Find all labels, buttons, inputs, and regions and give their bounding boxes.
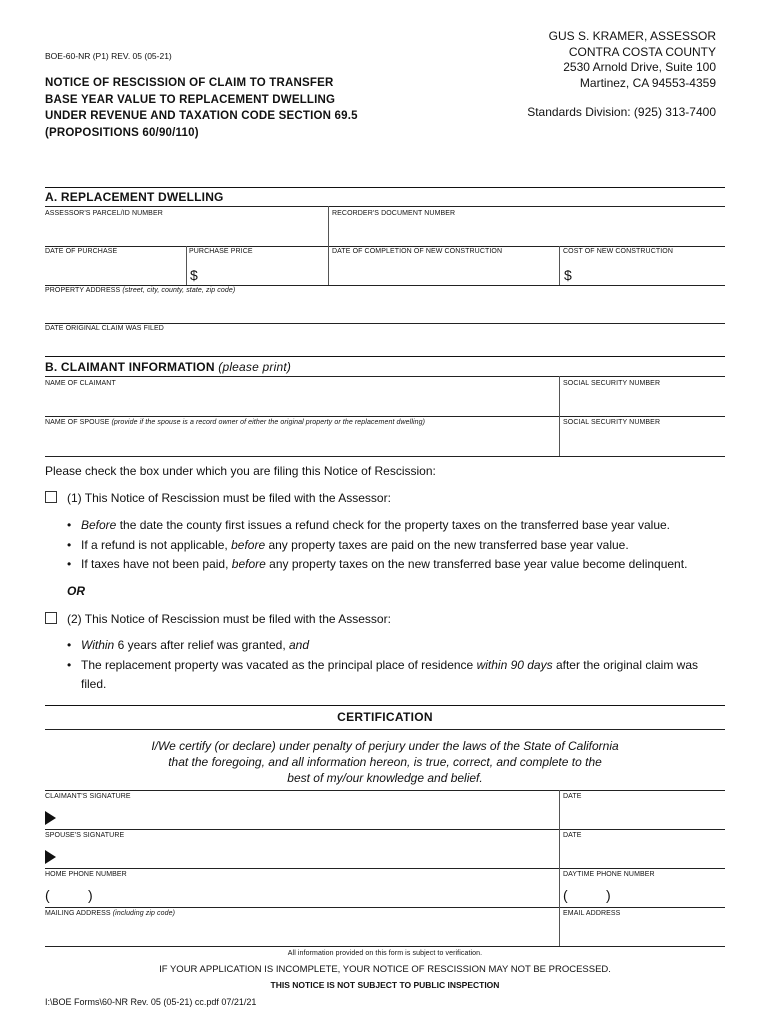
divider [559,376,560,416]
mailing-address-note: (including zip code) [112,910,176,917]
bullet-text: If taxes have not been paid, [81,557,232,571]
recorder-doc-label: RECORDER'S DOCUMENT NUMBER [332,210,456,217]
bullet-item [67,656,712,695]
purchase-price-field[interactable] [202,258,326,284]
divider [559,829,560,868]
section-b-title-text: B. CLAIMANT INFORMATION [45,360,215,374]
spouse-ssn-field[interactable] [561,429,724,455]
divider [45,907,725,908]
divider [559,907,560,946]
form-id: BOE-60-NR (P1) REV. 05 (05-21) [45,51,172,61]
claimant-signature-label: CLAIMANT'S SIGNATURE [45,793,131,800]
bullet-item [67,536,727,556]
name-of-spouse-note: (provide if the spouse is a record owner of either the original property or the replacement dwelling) [111,419,426,426]
divider [45,868,725,869]
divider [559,790,560,829]
cost-construction-dollar: $ [564,267,572,283]
property-address-label [45,287,235,294]
date-of-purchase-label: DATE OF PURCHASE [45,248,118,255]
home-phone-field[interactable] [45,880,557,906]
spouse-signature-field[interactable] [60,841,557,867]
certification-line: best of my/our knowledge and belief. [287,771,483,785]
purchase-price-label: PURCHASE PRICE [189,248,253,255]
divider [45,946,725,947]
date-completion-label: DATE OF COMPLETION OF NEW CONSTRUCTION [332,248,503,255]
divider [45,829,725,830]
name-of-spouse-label [45,419,425,426]
home-phone-area-close: ) [88,887,93,903]
bullet-emphasis: Within [81,638,115,652]
bullet-text: The replacement property was vacated as the principal place of residence [81,657,477,672]
daytime-phone-field[interactable] [561,880,724,906]
section-a-rule [45,187,725,188]
claimant-signature-field[interactable] [60,802,557,828]
divider [328,246,329,285]
bullet-text: If a refund is not applicable, [81,537,232,552]
home-phone-label: HOME PHONE NUMBER [45,871,127,878]
options-intro: Please check the box under which you are filing this Notice of Rescission: [45,464,436,478]
name-of-claimant-field[interactable] [45,390,557,415]
bullet-emphasis: before [231,557,266,571]
file-path: I:\BOE Forms\60-NR Rev. 05 (05-21) cc.pdf 07/21/21 [45,997,257,1007]
bullet-emphasis: within 90 days [476,657,553,672]
divider [559,868,560,907]
bullet-text: after the original claim was filed. [81,657,699,691]
email-address-label: EMAIL ADDRESS [563,910,621,917]
divider [45,729,725,730]
title-line: NOTICE OF RESCISSION OF CLAIM TO TRANSFER [45,77,334,89]
mailing-address-label-text: MAILING ADDRESS [45,910,111,917]
claimant-date-label: DATE [563,793,582,800]
option-1-checkbox[interactable] [45,491,57,503]
city-state-zip: Martinez, CA 94553-4359 [579,75,716,90]
document-title [45,75,358,141]
option-2-checkbox[interactable] [45,612,57,624]
spouse-signature-label: SPOUSE'S SIGNATURE [45,832,125,839]
mailing-address-field[interactable] [45,919,557,945]
sign-here-arrow-icon [45,850,56,864]
ssn-field[interactable] [561,390,724,415]
bullet-text: any property taxes are paid on the new transferred base year value. [265,537,629,552]
divider [559,416,560,456]
purchase-price-dollar: $ [190,267,198,283]
property-address-label-text: PROPERTY ADDRESS [45,287,121,294]
section-b-title [45,360,291,374]
divider [45,285,725,286]
bullet-text: the date the county first issues a refund check for the property taxes on the transferred base year value. [116,518,670,532]
recorder-doc-field[interactable] [330,216,724,244]
certification-heading: CERTIFICATION [337,710,433,724]
incomplete-warning: IF YOUR APPLICATION IS INCOMPLETE, YOUR NOTICE OF RESCISSION MAY NOT BE PROCESSED. [159,964,611,975]
bullet-item [67,636,712,656]
date-original-claim-field[interactable] [45,335,724,353]
divider [45,376,725,377]
certification-statement [45,738,725,786]
street-address: 2530 Arnold Drive, Suite 100 [563,60,716,74]
divider [45,456,725,457]
date-of-purchase-field[interactable] [45,258,184,284]
apn-label: ASSESSOR'S PARCEL/ID NUMBER [45,210,163,217]
email-address-field[interactable] [561,919,724,945]
title-line: BASE YEAR VALUE TO REPLACEMENT DWELLING [45,93,336,106]
divider [45,323,725,324]
home-phone-area-open: ( [45,887,50,903]
name-of-spouse-field[interactable] [45,429,557,455]
ssn-label: SOCIAL SECURITY NUMBER [563,380,661,387]
title-line: UNDER REVENUE AND TAXATION CODE SECTION 69.5 [45,110,358,122]
name-of-claimant-label: NAME OF CLAIMANT [45,380,116,387]
divider [45,790,725,791]
bullet-item [67,516,727,536]
sign-here-arrow-icon [45,811,56,825]
daytime-phone-area-open: ( [563,887,568,903]
mailing-address-label [45,910,175,917]
cost-construction-label: COST OF NEW CONSTRUCTION [563,248,673,255]
or-separator: OR [67,584,85,598]
spouse-date-field[interactable] [561,841,724,867]
date-original-claim-label: DATE ORIGINAL CLAIM WAS FILED [45,325,164,332]
divider [45,246,725,247]
property-address-note: (street, city, county, state, zip code) [122,287,236,294]
certification-line: that the foregoing, and all information hereon, is true, correct, and complete to the [168,755,602,769]
section-b-title-note: (please print) [218,360,292,374]
section-a-title: A. REPLACEMENT DWELLING [45,190,224,204]
certification-rule [45,705,725,706]
option-1-label: (1) This Notice of Rescission must be filed with the Assessor: [67,491,391,505]
daytime-phone-label: DAYTIME PHONE NUMBER [563,871,655,878]
bullet-text: 6 years after relief was granted, [114,638,289,652]
option-1-bullets [67,516,727,575]
daytime-phone-area-close: ) [606,887,611,903]
bullet-emphasis: before [231,537,266,552]
name-of-spouse-label-text: NAME OF SPOUSE [45,419,110,426]
apn-field[interactable] [45,216,327,244]
title-line: (PROPOSITIONS 60/90/110) [45,126,199,139]
date-completion-field[interactable] [330,258,557,284]
cost-construction-field[interactable] [576,258,724,284]
spouse-ssn-label: SOCIAL SECURITY NUMBER [563,419,661,426]
certification-line: I/We certify (or declare) under penalty of perjury under the laws of the State of California [151,739,619,753]
section-b-rule [45,356,725,357]
public-inspection-note: THIS NOTICE IS NOT SUBJECT TO PUBLIC INSPECTION [270,980,500,990]
option-2-label: (2) This Notice of Rescission must be filed with the Assessor: [67,612,391,626]
verification-note: All information provided on this form is subject to verification. [287,950,483,957]
county-name: CONTRA COSTA COUNTY [568,44,716,59]
assessor-name: GUS S. KRAMER, ASSESSOR [548,29,716,43]
option-2-bullets [67,636,712,695]
divider [328,206,329,246]
bullet-emphasis: and [288,638,310,652]
divider [45,206,725,207]
property-address-field[interactable] [45,297,724,322]
bullet-text: any property taxes on the new transferred base year value become delinquent. [265,557,688,571]
claimant-date-field[interactable] [561,802,724,828]
assessor-address-block [549,29,716,91]
divider [186,246,187,285]
bullet-item [67,555,727,575]
standards-division-phone: Standards Division: (925) 313-7400 [527,105,716,119]
divider [45,416,725,417]
bullet-emphasis: Before [81,518,117,532]
divider [559,246,560,285]
spouse-date-label: DATE [563,832,582,839]
